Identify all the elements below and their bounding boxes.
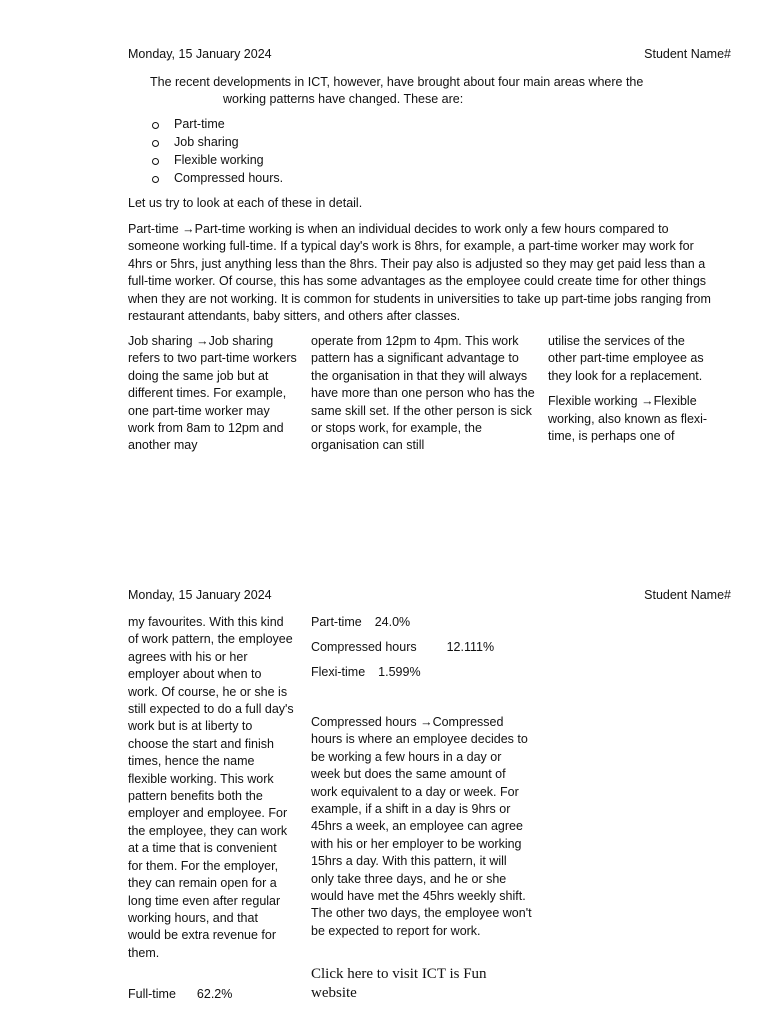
bullet-circle-icon (152, 140, 159, 147)
ict-is-fun-link[interactable]: Click here to visit ICT is Fun website (311, 966, 487, 1001)
intro-line-1: The recent developments in ICT, however, have brought about four main areas where the (150, 75, 644, 89)
stat-value: 24.0% (374, 615, 411, 629)
list-item (150, 116, 283, 134)
stat-label: Compressed hours (311, 640, 417, 654)
bullet-circle-icon (152, 158, 159, 165)
list-item (150, 170, 283, 188)
stat-full-time (128, 986, 232, 1003)
intro-line-2: working patterns have changed. These are: (223, 92, 464, 107)
page1-date: Monday, 15 January 2024 (128, 47, 272, 61)
lead-paragraph: Let us try to look at each of these in detail. (128, 196, 363, 210)
page2-date: Monday, 15 January 2024 (128, 588, 272, 602)
stat-flexi-time (311, 664, 421, 681)
page2-student-name: Student Name# (644, 588, 731, 602)
intro-text (150, 74, 690, 109)
stat-label: Part-time (311, 615, 362, 629)
compressed-hours-paragraph: Compressed hours →Compressed hours is where an employee decides to be working a few hours in a day or week but does the same amount of work equivalent to a day or week. For example, if a shift in a day is 9hrs or 45hrs a week, an employee can agree with his or her employer to be working 15hrs a day. With this pattern, it will only take three days, and he or she would have met the 45hrs weekly shift. The other two days, the employee won't be expected to report for work. (311, 715, 532, 938)
job-sharing-text: Job sharing →Job sharing refers to two part-time workers doing the same job but at different times. For example, one part-time worker may work from 8am to 12pm and another may (128, 334, 297, 453)
page1-student-name: Student Name# (644, 47, 731, 61)
list-item (150, 134, 283, 152)
list-item (150, 152, 283, 170)
stat-label: Flexi-time (311, 665, 366, 679)
list-item-label: Flexible working (174, 153, 264, 167)
flexible-working-text: Flexible working →Flexible working, also known as flexi-time, is perhaps one of (548, 394, 708, 444)
bullet-circle-icon (152, 122, 159, 129)
stat-label: Full-time (128, 987, 176, 1001)
column-3 (548, 333, 716, 453)
flexible-working-column (128, 614, 294, 962)
bullet-circle-icon (152, 176, 159, 183)
stat-value: 1.599% (378, 665, 421, 679)
job-sharing-end-text: utilise the services of the other part-time employee as they look for a replacement. (548, 334, 704, 383)
job-sharing-continued-text: operate from 12pm to 4pm. This work pattern has a significant advantage to the organisation in that they will always have more than one person who has the same skill set. If the other person is sick or stops work, for example, the organisation can still (311, 334, 535, 453)
list-item-label: Part-time (174, 117, 225, 131)
part-time-paragraph: Part-time →Part-time working is when an individual decides to work only a few hours compared to someone working full-time. If a typical day's work is 8hrs, for example, a part-time worker may work for 4hrs or 5hrs, just anything less than the 8hrs. Their pay also is adjusted so they may get paid less than a full-time worker. Of course, this has some advantages as the employee could create time for other things when they are not working. It is common for students in universities to take up part-time jobs ranging from restaurant attendants, baby sitters, and others after classes. (128, 222, 711, 324)
working-patterns-list (150, 116, 283, 188)
job-sharing-column-2 (311, 333, 535, 455)
stat-value: 62.2% (196, 987, 233, 1001)
job-sharing-column-1 (128, 333, 298, 463)
flexible-working-continued-text: my favourites. With this kind of work pattern, the employee agrees with his or her employer about when to work. Of course, he or she is still expected to do a full day's work but is at liberty to choose the start and finish times, hence the name flexible working. This work pattern benefits both the employer and employee. For the employee, they can work at a time that is convenient for them. For the employer, they can remain open for a long time even after regular working hours, and that would be extra revenue for them. (128, 615, 294, 960)
stat-part-time (311, 614, 410, 631)
list-item-label: Compressed hours. (174, 171, 284, 185)
list-item-label: Job sharing (174, 135, 239, 149)
stat-value: 12.111% (446, 640, 495, 654)
stat-compressed-hours (311, 639, 494, 656)
